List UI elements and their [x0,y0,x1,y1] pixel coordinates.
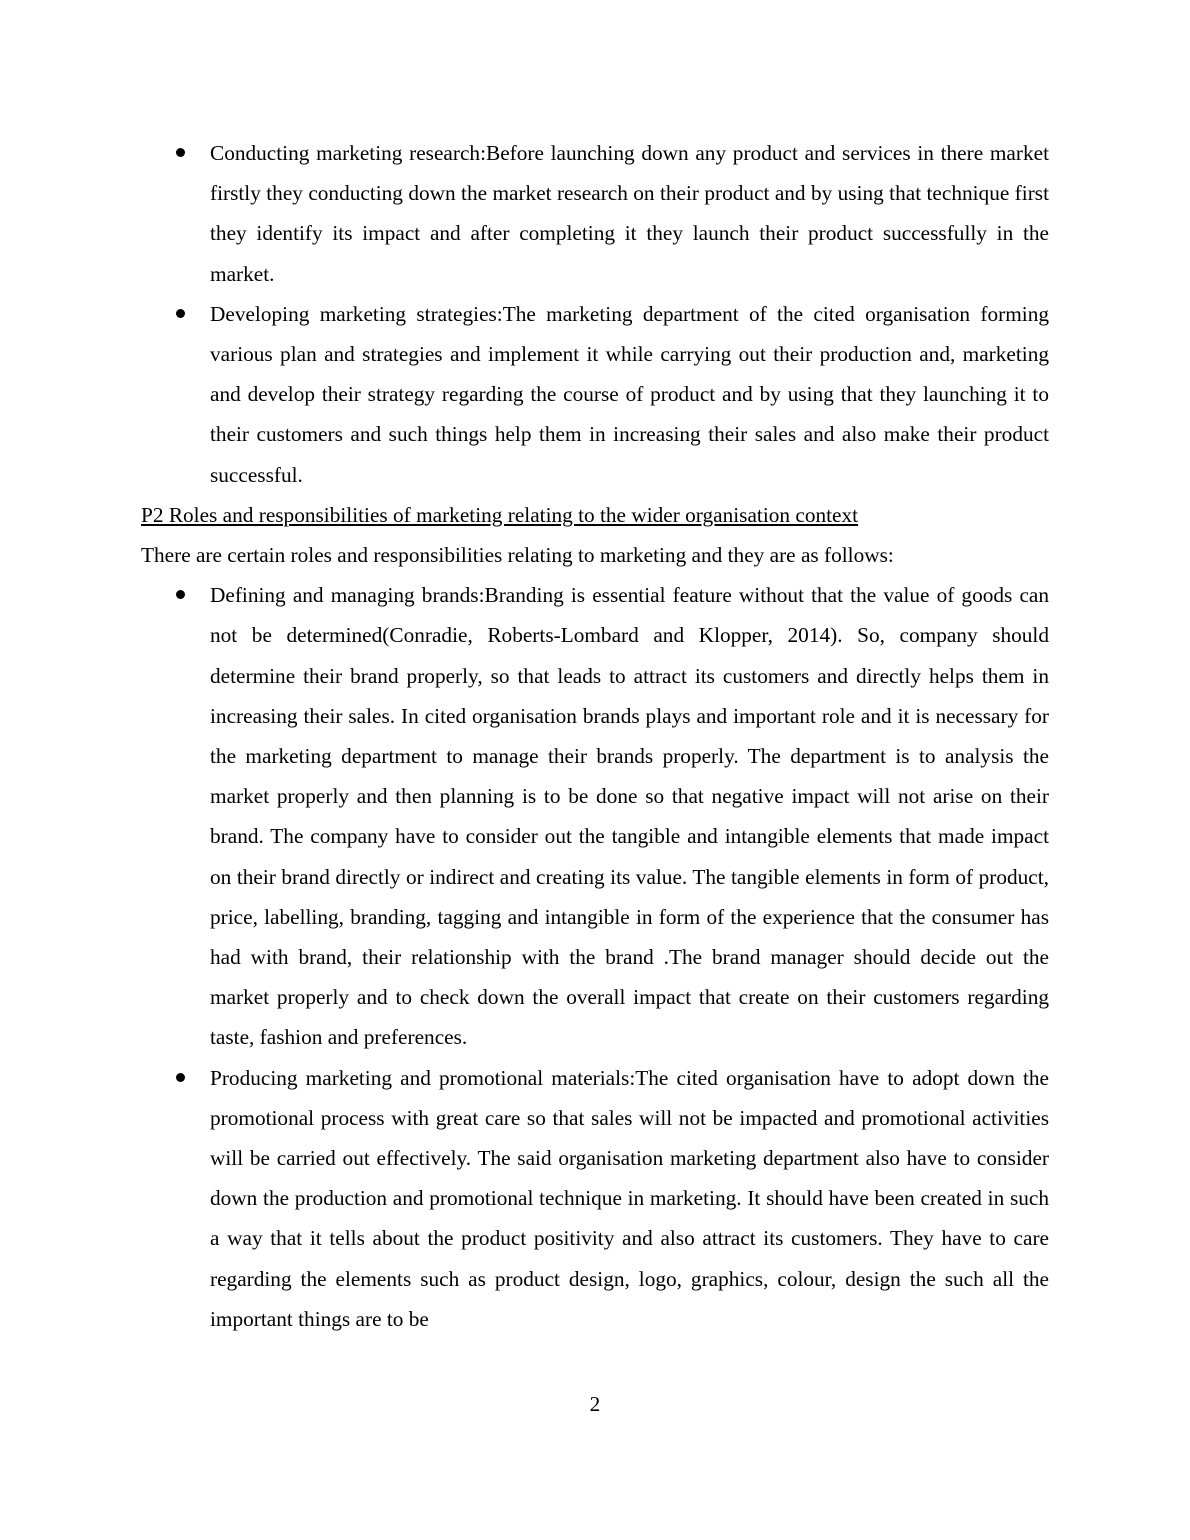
list-item [141,294,1049,495]
section-intro: There are certain roles and responsibilities relating to marketing and they are as follows: [141,543,894,568]
page-number: 2 [589,1392,601,1416]
bullet-icon [176,148,185,157]
bullet-icon [176,1073,185,1082]
section-heading: P2 Roles and responsibilities of marketing relating to the wider organisation context [141,502,859,527]
bullet-list-marketing-activities [141,133,1049,495]
list-item [141,575,1049,1057]
bullet-icon [176,590,185,599]
list-item-text: Conducting marketing research:Before launching down any product and services in there market firstly they conducting down the market research on their product and by using that technique first they identify its impact and after completing it they launch their product successfully in the market. [210,141,1049,286]
list-item-text: Developing marketing strategies:The marketing department of the cited organisation forming various plan and strategies and implement it while carrying out their production and, marketing and develop their strategy regarding the course of product and by using that they launching it to their customers and such things help them in increasing their sales and also make their product successful. [210,301,1049,487]
list-item-text: Defining and managing brands:Branding is essential feature without that the value of goods can not be determined(Conradie, Roberts-Lombard and Klopper, 2014). So, company should determine their brand properly, so that leads to attract its customers and directly helps them in increasing their sales. In cited organisation brands plays and important role and it is necessary for the marketing department to manage their brands properly. The department is to analysis the market properly and then planning is to be done so that negative impact will not arise on their brand. The company have to consider out the tangible and intangible elements that made impact on their brand directly or indirect and creating its value. The tangible elements in form of product, price, labelling, branding, tagging and intangible in form of the experience that the consumer has had with brand, their relationship with the brand .The brand manager should decide out the market properly and to check down the overall impact that create on their customers regarding taste, fashion and preferences. [210,583,1049,1050]
list-item [141,1058,1049,1339]
bullet-list-roles [141,575,1049,1339]
bullet-icon [176,309,185,318]
list-item [141,133,1049,294]
page-body [141,133,1049,1339]
list-item-text: Producing marketing and promotional materials:The cited organisation have to adopt down the promotional process with great care so that sales will not be impacted and promotional activities will be carried out effectively. The said organisation marketing department also have to consider down the production and promotional technique in marketing. It should have been created in such a way that it tells about the product positivity and also attract its customers. They have to care regarding the elements such as product design, logo, graphics, colour, design the such all the important things are to be [210,1065,1049,1331]
